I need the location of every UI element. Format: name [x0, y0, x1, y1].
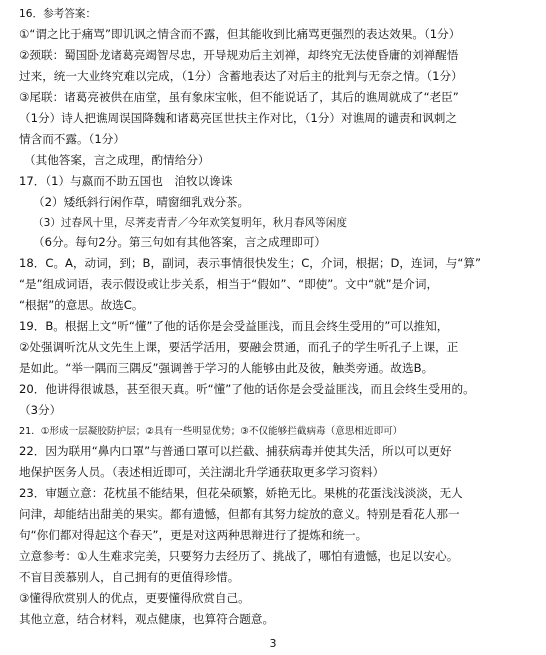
- q20-line-2: （3分）: [19, 403, 62, 417]
- q17-item-3: （3）过春风十里，尽荠麦青青／今年欢笑复明年，秋月春风等闲度: [33, 217, 347, 229]
- q22-line-1: 22．因为联用“鼻内口罩”与普通口罩可以拦截、捕获病毒并使其失活，所以可以更好: [19, 444, 452, 458]
- q18-line-2: “是”组成词语，表示假设或让步关系，相当于“假如”、“即使”。文中“就”是介词，: [19, 277, 439, 291]
- q16-point-2-line-2: 过来，统一大业终究难以完成，（1分）含蓄地表达了对后主的批判与无奈之情。（1分）: [19, 69, 463, 83]
- q16-point-3-line-2: （1分）诗人把谯周误国降魏和诸葛亮匡世扶主作对比，（1分）对谯周的谴责和讽刺之: [19, 111, 457, 125]
- q22-line-2: 地保护医务人员。（表述相近即可，关注湖北升学通获取更多学习资料）: [19, 465, 385, 479]
- q16-heading: 16．参考答案：: [19, 8, 97, 20]
- q17-item-2: （2）矮纸斜行闲作草，晴窗细乳戏分茶。: [33, 195, 250, 209]
- q23-idea-2: 不盲目羡慕别人，自己拥有的更值得珍惜。: [19, 570, 240, 584]
- q16-point-1: ①“谓之比于痛骂”即讥讽之情含而不露，但其能收到比痛骂更强烈的表达效果。（1分）: [19, 27, 461, 41]
- q20-line-1: 20．他讲得很诚恳，甚至很天真。听“懂”了他的话你是会受益匪浅，而且会终生受用的。: [19, 382, 475, 396]
- q18-line-1: 18．C。A，动词，到；B，副词，表示事情很快发生；C，介词，根据；D，连词，与“算”: [19, 256, 481, 270]
- q23-idea-3: ③懂得欣赏别人的优点，更要懂得欣赏自己。: [19, 591, 250, 605]
- q23-line-1: 23．审题立意：花枕虽不能结果，但花朵硕繁，娇艳无比。果桃的花蛋浅浅淡淡，无人: [19, 486, 463, 500]
- q17-note: （6分。每句2分。第三句如有其他答案，言之成理即可）: [33, 235, 327, 249]
- q16-point-2-line-1: ②颈联：蜀国卧龙诸葛亮竭智尽忠，开导规劝后主刘禅，却终究无法使昏庸的刘禅醒悟: [19, 48, 459, 62]
- q16-note: （其他答案，言之成理，酌情给分）: [24, 153, 210, 167]
- q19-line-3: 是如此。“举一隅而三隅反”强调善于学习的人能够由此及彼，触类旁通。故选B。: [19, 361, 434, 375]
- closing-note: 其他立意，结合材料，观点健康，也算符合题意。: [19, 612, 275, 626]
- q19-line-2: ②处强调听沈从文先生上课，要活学活用，要融会贯通，而孔子的学生听孔子上课，正: [19, 340, 459, 354]
- q18-line-3: “根据”的意思。故选C。: [19, 298, 144, 312]
- q21-answer: 21．①形成一层凝胶防护层；②具有一些明显优势；③不仅能够拦截病毒（意思相近即可）: [19, 426, 403, 437]
- q16-point-3-line-3: 情含而不露。（1分）: [19, 132, 125, 146]
- q19-line-1: 19．B。根据上文“听“懂”了他的话你是会受益匪浅，而且会终生受用的”可以推知，: [19, 319, 449, 333]
- q16-point-3-line-1: ③尾联：诸葛亮被供在庙堂，虽有象床宝帐，但不能说话了，其后的谯周就成了“老臣”: [19, 90, 459, 104]
- q23-line-3: 句“你们都对得起这个春天”，更是对这两种思辩进行了提炼和统一。: [19, 528, 368, 542]
- page-number: 3: [269, 637, 277, 650]
- q17-item-1: 17．（1）与嬴而不助五国也 洎牧以谗诛: [19, 174, 233, 188]
- q23-idea-1: 立意参考：①人生难求完美，只要努力去经历了、挑战了，哪怕有遗憾，也足以安心。: [19, 549, 459, 563]
- q23-line-2: 问津，却能结出甜美的果实。都有遗憾，但都有其努力绽放的意义。特别是看花人那一: [19, 507, 460, 521]
